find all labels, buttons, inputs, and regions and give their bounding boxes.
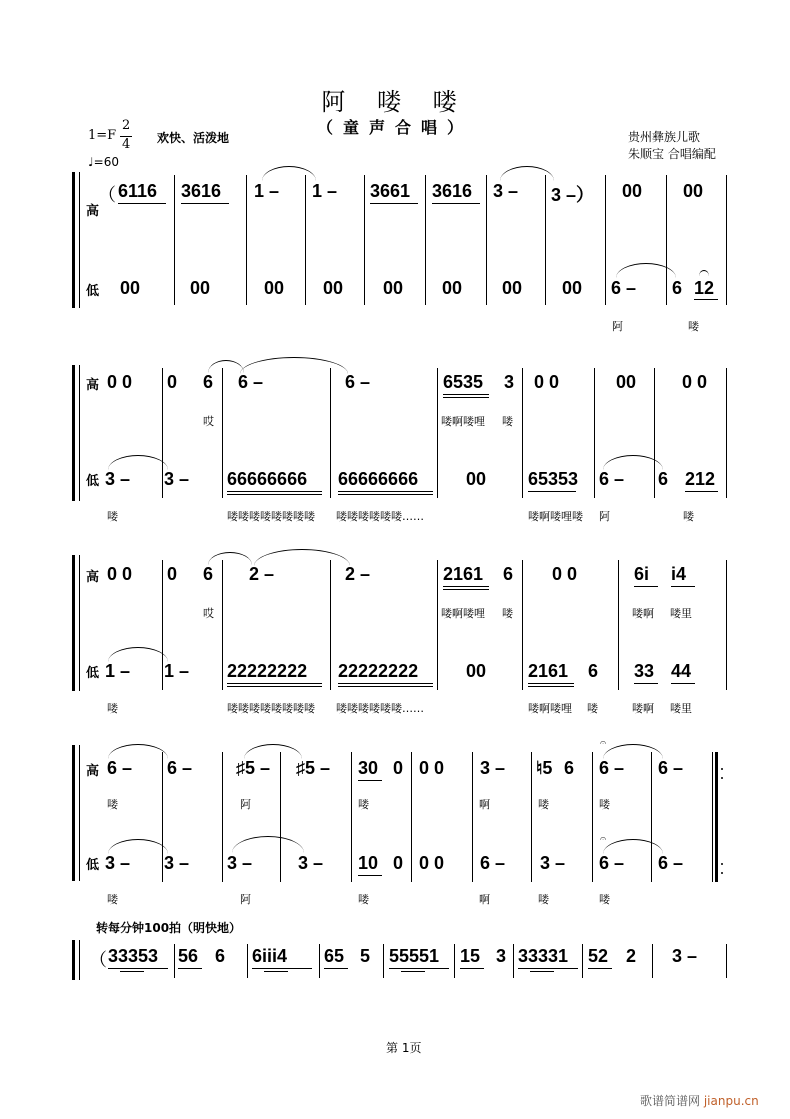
underline (518, 968, 578, 969)
note-group: 52 (588, 946, 609, 966)
lyric: 阿 (612, 320, 623, 333)
lyric: 喽 (502, 415, 513, 428)
barline (222, 368, 223, 498)
note-group: 0 0 (107, 372, 133, 392)
lyric: 喽啊 (632, 607, 654, 620)
note-group: 3616 (181, 181, 222, 201)
tie (108, 744, 168, 759)
repeat-dot (721, 768, 723, 770)
note-group: 00 (120, 278, 141, 298)
note-group: 212 (685, 469, 716, 489)
note-group: 12 (694, 278, 715, 298)
note-group: 2 (626, 946, 637, 966)
note-group: 3616 (432, 181, 473, 201)
part-label-low: 低 (86, 284, 100, 299)
lyric: 喽 (502, 607, 513, 620)
lyric: 阿 (240, 798, 251, 811)
note-group: 6 – (658, 853, 684, 873)
barline (222, 752, 223, 882)
underline (443, 589, 489, 590)
underline (694, 299, 718, 300)
lyric: 喽 (358, 798, 369, 811)
note-group: 0 0 (107, 564, 133, 584)
tie (208, 552, 252, 565)
underline (227, 494, 322, 495)
barline (174, 175, 175, 305)
note-group: 65353 (528, 469, 579, 489)
barline (618, 560, 619, 690)
barline (330, 368, 331, 498)
expression-marking: 欢快、活泼地 (157, 131, 230, 145)
lyric: 哎 (203, 415, 214, 428)
barline (454, 944, 455, 978)
note-group: 3 – (105, 469, 131, 489)
note-group: 6 (564, 758, 575, 778)
part-label-high: 高 (86, 764, 100, 779)
lyric: 喽 (683, 510, 694, 523)
barline (425, 175, 426, 305)
note-group: 6 (588, 661, 599, 681)
barline (280, 752, 281, 882)
lyric: 喽 (688, 320, 699, 333)
tie (108, 455, 168, 470)
note-group: 0 0 (419, 853, 445, 873)
lyric: 喽喽喽喽喽喽…… (336, 702, 424, 715)
system-brace (72, 940, 75, 980)
part-label-high: 高 (86, 204, 100, 219)
note-group: 2 – (249, 564, 275, 584)
source-credit: 贵州彝族儿歌 (628, 130, 701, 144)
note-group: 00 (622, 181, 643, 201)
lyric: 喽 (587, 702, 598, 715)
repeat-dot (721, 872, 723, 874)
barline (79, 555, 80, 691)
underline (432, 203, 480, 204)
underline (108, 968, 168, 969)
note-group: 22222222 (338, 661, 419, 681)
barline (605, 175, 606, 305)
note-group: 44 (671, 661, 692, 681)
lyric: 啊 (479, 893, 490, 906)
barline (364, 175, 365, 305)
time-sig-bottom: 4 (122, 137, 131, 152)
underline (460, 968, 484, 969)
note-group: 3661 (370, 181, 411, 201)
note-group: 6 – (599, 469, 625, 489)
note-group: 6iii4 (252, 946, 288, 966)
underline (401, 971, 425, 972)
note-group: 6 (215, 946, 226, 966)
note-group: 3 – (480, 758, 506, 778)
note-group: 6 – (599, 853, 625, 873)
system-brace (72, 745, 75, 881)
note-group: i4 (671, 564, 687, 584)
note-group: 6i (634, 564, 650, 584)
underline (338, 494, 433, 495)
lyric: 喽喽喽喽喽喽喽喽 (227, 702, 315, 715)
note-group: 6 – (345, 372, 371, 392)
tie (603, 839, 663, 854)
barline (437, 368, 438, 498)
note-group: 0 (393, 758, 404, 778)
barline (174, 944, 175, 978)
barline (319, 944, 320, 978)
lyric: 喽啊喽哩喽 (528, 510, 583, 523)
barline (246, 175, 247, 305)
lyric: 哎 (203, 607, 214, 620)
system-brace (72, 555, 75, 691)
part-label-low: 低 (86, 666, 100, 681)
repeat-dot (721, 777, 723, 779)
lyric: 喽啊喽哩 (528, 702, 572, 715)
barline (79, 172, 80, 308)
barline (79, 365, 80, 501)
note-group: 6 – (238, 372, 264, 392)
underline (252, 968, 312, 969)
lyric: 喽里 (670, 607, 692, 620)
barline (486, 175, 487, 305)
song-title: 阿 喽 喽 (321, 88, 469, 116)
barline (411, 752, 412, 882)
tie (244, 744, 302, 759)
arranger-credit: 朱顺宝 合唱编配 (628, 147, 716, 161)
note-group: 3 – (227, 853, 253, 873)
barline (726, 175, 727, 305)
note-group: 6116 (118, 181, 158, 201)
note-group: 3 –） (551, 185, 595, 205)
note-group: 3 – (105, 853, 131, 873)
note-group: 3 – (298, 853, 324, 873)
note-group: 3 – (672, 946, 698, 966)
lyric: 喽 (599, 798, 610, 811)
underline (443, 397, 489, 398)
tempo-marking: ♩=60 (88, 155, 119, 169)
tie (240, 357, 348, 374)
underline (634, 683, 658, 684)
note-group: 0 0 (682, 372, 708, 392)
note-group: （ (98, 185, 116, 205)
note-group: 2161 (528, 661, 569, 681)
barline (522, 368, 523, 498)
underline (227, 491, 322, 492)
lyric: 阿 (599, 510, 610, 523)
lyric: 喽 (107, 702, 118, 715)
note-group: 00 (383, 278, 404, 298)
note-group: 00 (466, 661, 487, 681)
lyric: 阿 (240, 893, 251, 906)
note-group: 3 – (164, 853, 190, 873)
underline (264, 971, 288, 972)
note-group: 00 (616, 372, 637, 392)
slur (699, 270, 709, 276)
note-group: ♮5 (536, 758, 553, 778)
underline (528, 686, 574, 687)
note-group: 10 (358, 853, 379, 873)
underline (389, 968, 449, 969)
note-group: 00 (442, 278, 463, 298)
underline (588, 968, 612, 969)
note-group: 6 (672, 278, 683, 298)
underline (685, 491, 718, 492)
underline (227, 686, 322, 687)
watermark (640, 1092, 759, 1109)
note-group: 00 (190, 278, 211, 298)
underline (528, 683, 574, 684)
note-group: 1 – (164, 661, 190, 681)
note-group: 33331 (518, 946, 569, 966)
underline (671, 586, 695, 587)
note-group: 0 0 (419, 758, 445, 778)
underline (358, 875, 382, 876)
note-group: 00 (683, 181, 704, 201)
note-group: 3 – (164, 469, 190, 489)
fermata-icon: 𝄐 (600, 832, 607, 845)
note-group: 65 (324, 946, 345, 966)
note-group: 3 (496, 946, 507, 966)
key-signature: 1=F (88, 128, 117, 143)
note-group: 66666666 (338, 469, 419, 489)
underline (178, 968, 202, 969)
system-brace (72, 365, 75, 501)
page-number: 第 1页 (386, 1041, 422, 1055)
tie (108, 647, 168, 662)
note-group: ♯5 – (236, 758, 271, 778)
note-group: 2161 (443, 564, 484, 584)
barline (654, 368, 655, 498)
lyric: 喽 (358, 893, 369, 906)
repeat-barline (715, 752, 718, 882)
note-group: 30 (358, 758, 379, 778)
lyric: 喽 (599, 893, 610, 906)
barline (726, 944, 727, 978)
tie (603, 744, 663, 759)
repeat-barline (712, 752, 713, 882)
note-group: 3 (504, 372, 515, 392)
part-label-low: 低 (86, 858, 100, 873)
underline (338, 491, 433, 492)
barline (79, 745, 80, 881)
barline (522, 560, 523, 690)
note-group: 6535 (443, 372, 484, 392)
note-group: 6 (203, 372, 214, 392)
barline (247, 944, 248, 978)
tie (232, 836, 304, 853)
barline (330, 560, 331, 690)
underline (443, 586, 489, 587)
note-group: 00 (323, 278, 344, 298)
underline (338, 686, 433, 687)
note-group: 3 – (540, 853, 566, 873)
lyric: 喽 (107, 798, 118, 811)
lyric: 喽 (538, 893, 549, 906)
note-group: 3 – (493, 181, 519, 201)
barline (726, 560, 727, 690)
barline (305, 175, 306, 305)
note-group: 1 – (254, 181, 280, 201)
barline (582, 944, 583, 978)
note-group: 15 (460, 946, 481, 966)
note-group: 6 – (658, 758, 684, 778)
tie (208, 360, 244, 373)
note-group: 55551 (389, 946, 440, 966)
barline (383, 944, 384, 978)
note-group: 33 (634, 661, 655, 681)
lyric: 啊 (479, 798, 490, 811)
underline (324, 968, 348, 969)
system-brace (72, 172, 75, 308)
tie (616, 263, 676, 278)
barline (513, 944, 514, 978)
barline (162, 560, 163, 690)
note-group: 0 0 (534, 372, 560, 392)
barline (726, 368, 727, 498)
note-group: 00 (264, 278, 285, 298)
note-group: 6 – (480, 853, 506, 873)
watermark-en: jianpu.cn (703, 1094, 759, 1108)
note-group: 66666666 (227, 469, 308, 489)
repeat-dot (721, 863, 723, 865)
lyric: 喽啊喽哩 (441, 607, 485, 620)
barline (594, 368, 595, 498)
underline (120, 971, 144, 972)
lyric: 喽 (107, 893, 118, 906)
barline (437, 560, 438, 690)
underline (528, 491, 576, 492)
lyric: 喽啊喽哩 (441, 415, 485, 428)
note-group: 0 0 (552, 564, 578, 584)
underline (530, 971, 554, 972)
note-group: 22222222 (227, 661, 308, 681)
note-group: 56 (178, 946, 199, 966)
underline (671, 683, 695, 684)
note-group: 6 (203, 564, 214, 584)
note-group: ♯5 – (296, 758, 331, 778)
note-group: 0 (167, 564, 178, 584)
barline (651, 752, 652, 882)
underline (338, 683, 433, 684)
note-group: 0 (167, 372, 178, 392)
lyric: 喽啊 (632, 702, 654, 715)
song-subtitle: （童声合唱） (316, 118, 473, 137)
barline (472, 752, 473, 882)
lyric: 喽喽喽喽喽喽…… (336, 510, 424, 523)
note-group: 6 – (107, 758, 133, 778)
barline (652, 944, 653, 978)
note-group: 0 (393, 853, 404, 873)
lyric: 喽 (107, 510, 118, 523)
lyric: 喽里 (670, 702, 692, 715)
barline (351, 752, 352, 882)
note-group: 5 (360, 946, 371, 966)
note-group: 6 – (611, 278, 637, 298)
barline (162, 368, 163, 498)
underline (358, 780, 382, 781)
note-group: （ (89, 950, 107, 970)
barline (592, 752, 593, 882)
underline (181, 203, 229, 204)
part-label-high: 高 (86, 570, 100, 585)
underline (118, 203, 166, 204)
note-group: 2 – (345, 564, 371, 584)
note-group: 1 – (105, 661, 131, 681)
barline (666, 175, 667, 305)
part-label-low: 低 (86, 474, 100, 489)
note-group: 6 – (167, 758, 193, 778)
note-group: 00 (466, 469, 487, 489)
time-sig-top: 2 (122, 118, 131, 133)
fermata-icon: 𝄐 (600, 736, 607, 749)
underline (227, 683, 322, 684)
note-group: 6 (503, 564, 514, 584)
part-label-high: 高 (86, 378, 100, 393)
note-group: 00 (502, 278, 523, 298)
barline (162, 752, 163, 882)
tie (254, 549, 350, 566)
note-group: 33353 (108, 946, 159, 966)
lyric: 喽 (538, 798, 549, 811)
barline (79, 940, 80, 980)
tie (108, 839, 168, 854)
barline (545, 175, 546, 305)
underline (370, 203, 418, 204)
barline (222, 560, 223, 690)
barline (531, 752, 532, 882)
underline (443, 394, 489, 395)
note-group: 6 – (599, 758, 625, 778)
tie (262, 166, 316, 181)
watermark-cn: 歌谱简谱网 (640, 1094, 701, 1108)
lyric: 喽喽喽喽喽喽喽喽 (227, 510, 315, 523)
note-group: 6 (658, 469, 669, 489)
note-group: 00 (562, 278, 583, 298)
note-group: 1 – (312, 181, 338, 201)
tempo-change: 转每分钟100拍（明快地） (96, 921, 242, 935)
underline (634, 586, 658, 587)
